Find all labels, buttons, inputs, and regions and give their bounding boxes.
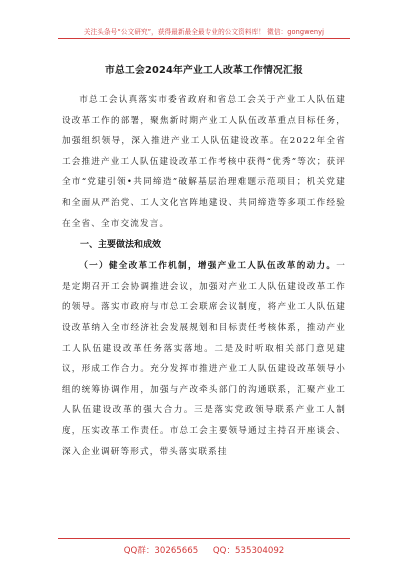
document-body (62, 62, 346, 462)
header-divider (58, 38, 350, 39)
intro-paragraph: 市总工会认真落实市委省政府和省总工会关于产业工人队伍建设改革工作的部署，聚焦新时期产业工人队伍改革重点目标任务，加强组织领导，深入推进产业工人队伍建设改革。在2022年全省工会推进产业工人队伍建设改革工作考核中获得“优秀”等次；获评全市“党建引领•共同缔造”破解基层治理难题示范项目；机关党建和全面从严治党、工人文化宫阵地建设、共同缔造等多项工作经验在全省、全市交流发言。 (62, 95, 346, 229)
section-heading-1: 一、主要做法和成效 (80, 240, 162, 251)
document-title: 市总工会2024年产业工人改革工作情况汇报 (104, 65, 303, 76)
header-banner: 关注头条号“公文研究”，获得最新最全最专业的公文资料库！ 微信：gongwenyj (83, 28, 325, 36)
footer-qq-group: QQ群：30265665 (123, 546, 199, 556)
footer-divider (58, 538, 350, 539)
subsection-heading-1: （一）健全改革工作机制，增强产业工人队伍改革的动力。 (79, 261, 337, 272)
subsection-body-1: 一是定期召开工会协调推进会议，加强对产业工人队伍建设改革工作的领导。落实市政府与市总工会联席会议制度，将产业工人队伍建设改革纳入全市经济社会发展规划和目标责任考核体系，推动产业工人队伍建设改革任务落实落地。二是及时听取相关部门意见建议，形成工作合力。充分发挥市推进产业工人队伍建设改革领导小组的统筹协调作用，加强与产改牵头部门的沟通联系，汇聚产业工人队伍建设改革的强大合力。三是落实党政领导联系产业工人制度，压实改革工作责任。市总工会主要领导通过主持召开座谈会、深入企业调研等形式，带头落实联系挂 (62, 261, 346, 457)
footer-contact (0, 544, 408, 556)
footer-qq: QQ：535304092 (212, 546, 285, 556)
subsection-paragraph-1 (62, 256, 346, 462)
